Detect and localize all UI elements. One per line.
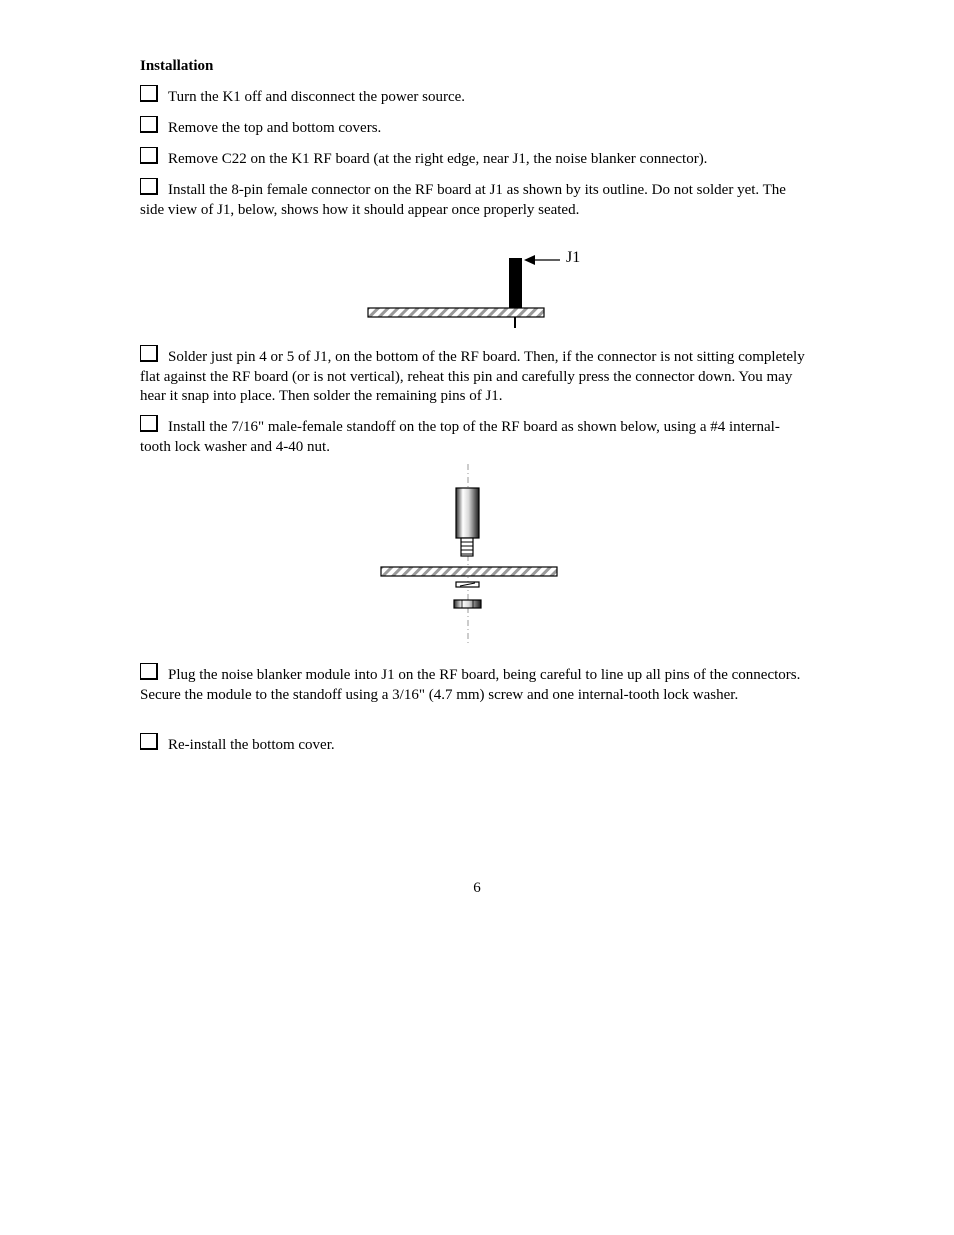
step-install-connector [140, 178, 805, 220]
step-checkbox[interactable] [140, 147, 158, 164]
step-text: Remove the top and bottom covers. [168, 120, 382, 136]
section-heading: Installation [140, 58, 214, 74]
rf-board [368, 308, 544, 317]
step-text: Turn the K1 off and disconnect the power source. [168, 89, 466, 105]
step-checkbox[interactable] [140, 178, 158, 195]
standoff-thread [461, 538, 473, 556]
step-checkbox[interactable] [140, 663, 158, 680]
standoff-body [456, 488, 479, 538]
step-text: Plug the noise blanker module into J1 on the RF board, being careful to line up all pins of the connectors. Secure the module to the standoff using a 3/16" (4.7 mm) screw and one internal-tooth lock washer. [140, 667, 801, 703]
step-checkbox[interactable] [140, 85, 158, 102]
step-checkbox[interactable] [140, 733, 158, 750]
step-text: Install the 7/16" male-female standoff on the top of the RF board as shown below, using a #4 internal-tooth lock washer and 4-40 nut. [140, 419, 780, 455]
step-text: Remove C22 on the K1 RF board (at the right edge, near J1, the noise blanker connector). [168, 151, 708, 167]
step-text: Re-install the bottom cover. [168, 737, 335, 753]
standoff-assembly-figure [376, 462, 562, 647]
step-checkbox[interactable] [140, 345, 158, 362]
step-remove-covers [140, 116, 805, 139]
rf-board [381, 567, 557, 576]
step-remove-c22 [140, 147, 805, 170]
step-checkbox[interactable] [140, 415, 158, 432]
step-text: Install the 8-pin female connector on the RF board at J1 as shown by its outline. Do not solder yet. The side view of J1, below, shows how it should appear once properly seated. [140, 182, 786, 218]
page-number: 6 [473, 880, 481, 896]
step-reinstall-cover [140, 733, 805, 756]
j1-arrow-head [524, 255, 535, 265]
step-turn-off [140, 85, 805, 108]
hex-nut [454, 600, 481, 608]
step-install-standoff [140, 415, 805, 457]
j1-side-view-figure [360, 245, 560, 335]
j1-connector [509, 258, 522, 308]
step-checkbox[interactable] [140, 116, 158, 133]
j1-label: J1 [566, 249, 581, 266]
step-plug-module [140, 663, 805, 705]
step-solder-pin [140, 345, 805, 407]
step-text: Solder just pin 4 or 5 of J1, on the bottom of the RF board. Then, if the connector is not sitting completely flat against the RF board (or is not vertical), reheat this pin and carefully press the connector down. You may hear it snap into place. Then solder the remaining pins of J1. [140, 349, 805, 404]
